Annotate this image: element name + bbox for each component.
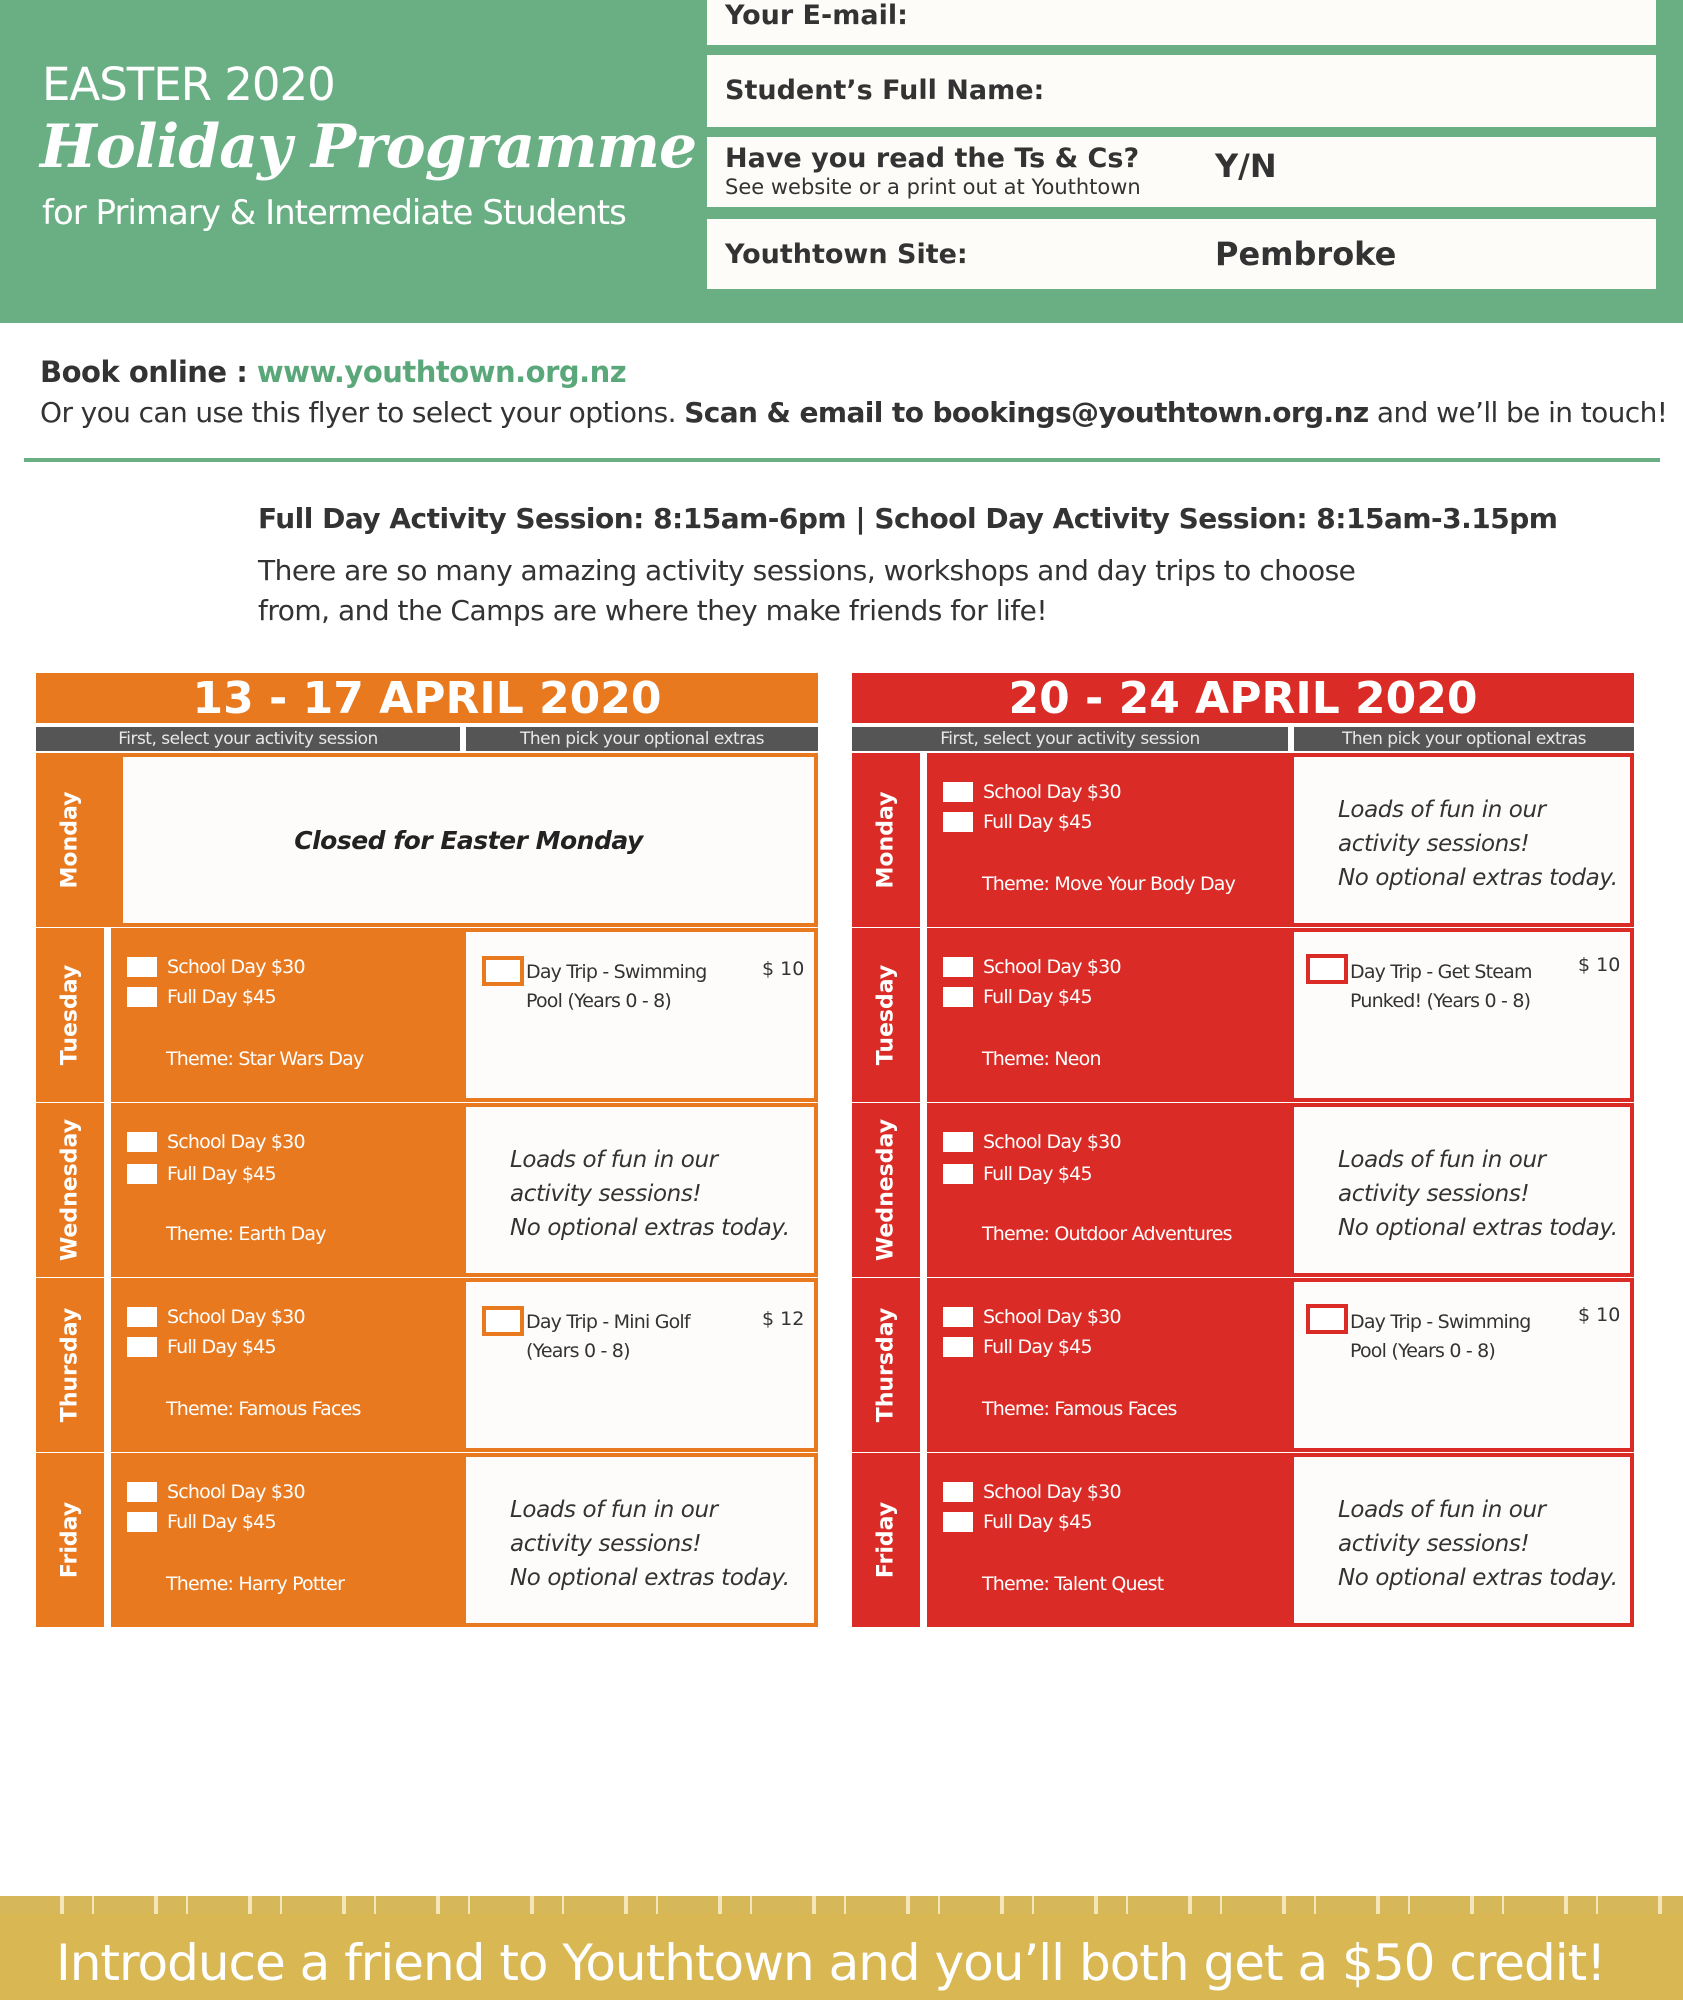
day-trip-checkbox[interactable] (482, 956, 524, 986)
day-label (852, 1103, 920, 1277)
day-name: Monday (57, 791, 83, 889)
school-day-label: School Day $30 (983, 1131, 1121, 1153)
full-day-label: Full Day $45 (983, 1336, 1092, 1358)
school-day-checkbox[interactable] (127, 1132, 157, 1152)
no-extras-line-3: No optional extras today. (1338, 865, 1618, 891)
session-options (111, 1278, 462, 1452)
school-day-checkbox[interactable] (943, 1132, 973, 1152)
session-options (111, 1103, 462, 1277)
week-2-thursday-row (852, 1278, 1634, 1452)
no-extras-line-1: Loads of fun in our (1338, 1497, 1546, 1523)
week-1-session-header: First, select your activity session (36, 727, 460, 751)
terms-note: See website or a print out at Youthtown (725, 175, 1141, 199)
terms-field[interactable] (707, 137, 1656, 207)
week-2-wednesday-row (852, 1103, 1634, 1277)
extras-cell (1290, 753, 1634, 927)
day-label (852, 1278, 920, 1452)
school-day-label: School Day $30 (983, 1481, 1121, 1503)
no-extras-line-3: No optional extras today. (510, 1565, 790, 1591)
terms-label: Have you read the Ts & Cs? (725, 143, 1140, 174)
day-label (36, 1278, 104, 1452)
full-day-checkbox[interactable] (943, 1337, 973, 1357)
session-options (927, 1278, 1290, 1452)
referral-offer: Introduce a friend to Youthtown and you’ll both get a $50 credit! (56, 1934, 1606, 1992)
scan-text-c: and we’ll be in touch! (1368, 396, 1668, 429)
day-name: Tuesday (873, 964, 899, 1066)
day-trip-line-2: Pool (Years 0 - 8) (526, 990, 672, 1012)
day-trip-price: $ 10 (1578, 954, 1621, 976)
day-trip-line-1: Day Trip - Swimming (1350, 1311, 1531, 1333)
full-day-checkbox[interactable] (127, 1164, 157, 1184)
no-extras-note (510, 1493, 790, 1595)
day-trip-text (526, 958, 707, 1016)
week-2-table (852, 673, 1642, 1633)
no-extras-line-3: No optional extras today. (1338, 1565, 1618, 1591)
full-day-checkbox[interactable] (127, 1512, 157, 1532)
programme-year: EASTER 2020 (42, 58, 335, 111)
header-banner (0, 0, 1683, 323)
extras-cell (1290, 1453, 1634, 1627)
full-day-label: Full Day $45 (983, 1163, 1092, 1185)
extras-cell (462, 928, 818, 1102)
theme-label: Theme: Neon (982, 1048, 1101, 1070)
full-day-label: Full Day $45 (983, 986, 1092, 1008)
day-name: Tuesday (57, 964, 83, 1066)
theme-label: Theme: Outdoor Adventures (982, 1223, 1232, 1245)
theme-label: Theme: Move Your Body Day (982, 873, 1236, 895)
no-extras-line-1: Loads of fun in our (1338, 797, 1546, 823)
day-trip-line-1: Day Trip - Get Steam (1350, 961, 1532, 983)
no-extras-line-1: Loads of fun in our (1338, 1147, 1546, 1173)
day-name: Wednesday (57, 1118, 83, 1262)
week-2-friday-row (852, 1453, 1634, 1627)
full-day-label: Full Day $45 (167, 1336, 276, 1358)
extras-cell (1290, 928, 1634, 1102)
scan-text-a: Or you can use this flyer to select your options. (40, 396, 685, 429)
week-2-monday-row (852, 753, 1634, 927)
session-options (111, 1453, 462, 1627)
student-name-label: Student’s Full Name: (725, 75, 1045, 106)
no-extras-line-1: Loads of fun in our (510, 1497, 718, 1523)
theme-label: Theme: Earth Day (166, 1223, 326, 1245)
day-trip-line-2: (Years 0 - 8) (526, 1340, 630, 1362)
no-extras-note (1338, 793, 1618, 895)
theme-label: Theme: Harry Potter (166, 1573, 345, 1595)
week-1-thursday-row (36, 1278, 818, 1452)
no-extras-note (510, 1143, 790, 1245)
day-label (852, 753, 920, 927)
day-label (36, 928, 104, 1102)
no-extras-line-1: Loads of fun in our (510, 1147, 718, 1173)
closed-text: Closed for Easter Monday (294, 825, 643, 855)
day-name: Friday (57, 1501, 83, 1579)
day-trip-line-2: Pool (Years 0 - 8) (1350, 1340, 1496, 1362)
day-trip-text (526, 1308, 690, 1366)
day-trip-checkbox[interactable] (1306, 1304, 1348, 1334)
day-name: Friday (873, 1501, 899, 1579)
site-field[interactable] (707, 219, 1656, 289)
day-label (36, 1453, 104, 1627)
day-name: Thursday (873, 1307, 899, 1423)
extras-cell (1290, 1278, 1634, 1452)
week-2-session-header: First, select your activity session (852, 727, 1288, 751)
school-day-checkbox[interactable] (943, 1482, 973, 1502)
day-trip-line-1: Day Trip - Mini Golf (526, 1311, 690, 1333)
day-trip-price: $ 10 (762, 958, 805, 980)
scan-instructions (40, 396, 1667, 429)
day-name: Monday (873, 791, 899, 889)
theme-label: Theme: Famous Faces (982, 1398, 1177, 1420)
week-2-extras-header: Then pick your optional extras (1294, 727, 1634, 751)
full-day-checkbox[interactable] (943, 987, 973, 1007)
day-trip-text (1350, 1308, 1531, 1366)
full-day-label: Full Day $45 (983, 811, 1092, 833)
school-day-checkbox[interactable] (943, 957, 973, 977)
day-trip-price: $ 12 (762, 1308, 805, 1330)
school-day-checkbox[interactable] (127, 1482, 157, 1502)
description-line-2: from, and the Camps are where they make friends for life! (258, 594, 1048, 627)
site-label: Youthtown Site: (725, 239, 968, 270)
no-extras-line-2: activity sessions! (1338, 831, 1530, 857)
theme-label: Theme: Star Wars Day (166, 1048, 364, 1070)
full-day-checkbox[interactable] (127, 987, 157, 1007)
school-day-label: School Day $30 (983, 956, 1121, 978)
school-day-label: School Day $30 (167, 956, 305, 978)
week-1-extras-header: Then pick your optional extras (466, 727, 818, 751)
no-extras-line-3: No optional extras today. (510, 1215, 790, 1241)
website-link[interactable]: www.youthtown.org.nz (256, 355, 627, 389)
footer-banner (0, 1914, 1683, 2000)
day-trip-line-1: Day Trip - Swimming (526, 961, 707, 983)
day-label (36, 1103, 104, 1277)
session-options (927, 1103, 1290, 1277)
book-online-label: Book online : (40, 355, 257, 389)
full-day-checkbox[interactable] (943, 1164, 973, 1184)
no-extras-note (1338, 1493, 1618, 1595)
day-trip-line-2: Punked! (Years 0 - 8) (1350, 990, 1531, 1012)
theme-label: Theme: Talent Quest (982, 1573, 1164, 1595)
week-1-wednesday-row (36, 1103, 818, 1277)
email-label: Your E-mail: (725, 0, 908, 31)
session-times: Full Day Activity Session: 8:15am-6pm | School Day Activity Session: 8:15am-3.15pm (258, 502, 1558, 535)
day-trip-checkbox[interactable] (482, 1306, 524, 1336)
school-day-label: School Day $30 (167, 1306, 305, 1328)
session-options (927, 753, 1290, 927)
full-day-checkbox[interactable] (127, 1337, 157, 1357)
student-name-field[interactable] (707, 55, 1656, 127)
terms-value: Y/N (1215, 147, 1277, 185)
day-label (852, 1453, 920, 1627)
footer-stripe (0, 1896, 1683, 1914)
no-extras-line-2: activity sessions! (1338, 1531, 1530, 1557)
theme-label: Theme: Famous Faces (166, 1398, 361, 1420)
week-2-tuesday-row (852, 928, 1634, 1102)
week-1-title: 13 - 17 APRIL 2020 (36, 673, 818, 723)
extras-cell (462, 1278, 818, 1452)
section-divider (24, 458, 1660, 462)
no-extras-line-2: activity sessions! (510, 1181, 702, 1207)
school-day-checkbox[interactable] (943, 1307, 973, 1327)
day-trip-text (1350, 958, 1532, 1016)
extras-cell (1290, 1103, 1634, 1277)
school-day-checkbox[interactable] (127, 1307, 157, 1327)
no-extras-line-2: activity sessions! (1338, 1181, 1530, 1207)
session-options (111, 928, 462, 1102)
day-trip-price: $ 10 (1578, 1304, 1621, 1326)
week-1-friday-row (36, 1453, 818, 1627)
site-value: Pembroke (1215, 235, 1397, 273)
day-trip-checkbox[interactable] (1306, 954, 1348, 984)
day-name: Wednesday (873, 1118, 899, 1262)
full-day-checkbox[interactable] (943, 1512, 973, 1532)
full-day-label: Full Day $45 (167, 1511, 276, 1533)
week-1-monday-row (36, 753, 818, 927)
description-line-1: There are so many amazing activity sessions, workshops and day trips to choose (258, 554, 1356, 587)
school-day-checkbox[interactable] (127, 957, 157, 977)
school-day-label: School Day $30 (983, 1306, 1121, 1328)
closed-notice (123, 753, 818, 927)
full-day-label: Full Day $45 (167, 986, 276, 1008)
programme-subtitle: for Primary & Intermediate Students (42, 193, 626, 233)
extras-cell (462, 1453, 818, 1627)
no-extras-note (1338, 1143, 1618, 1245)
programme-title: Holiday Programme (40, 112, 697, 182)
day-name: Thursday (57, 1307, 83, 1423)
scan-email[interactable]: Scan & email to bookings@youthtown.org.nz (684, 396, 1369, 429)
week-1-tuesday-row (36, 928, 818, 1102)
full-day-label: Full Day $45 (167, 1163, 276, 1185)
no-extras-line-2: activity sessions! (510, 1531, 702, 1557)
session-options (927, 1453, 1290, 1627)
school-day-label: School Day $30 (983, 781, 1121, 803)
book-online-line (40, 355, 626, 389)
no-extras-line-3: No optional extras today. (1338, 1215, 1618, 1241)
day-label (852, 928, 920, 1102)
extras-cell (462, 1103, 818, 1277)
school-day-label: School Day $30 (167, 1481, 305, 1503)
day-label (36, 753, 104, 927)
week-2-title: 20 - 24 APRIL 2020 (852, 673, 1634, 723)
school-day-checkbox[interactable] (943, 782, 973, 802)
full-day-label: Full Day $45 (983, 1511, 1092, 1533)
school-day-label: School Day $30 (167, 1131, 305, 1153)
session-options (927, 928, 1290, 1102)
week-1-table (36, 673, 826, 1633)
email-field[interactable] (707, 0, 1656, 45)
full-day-checkbox[interactable] (943, 812, 973, 832)
